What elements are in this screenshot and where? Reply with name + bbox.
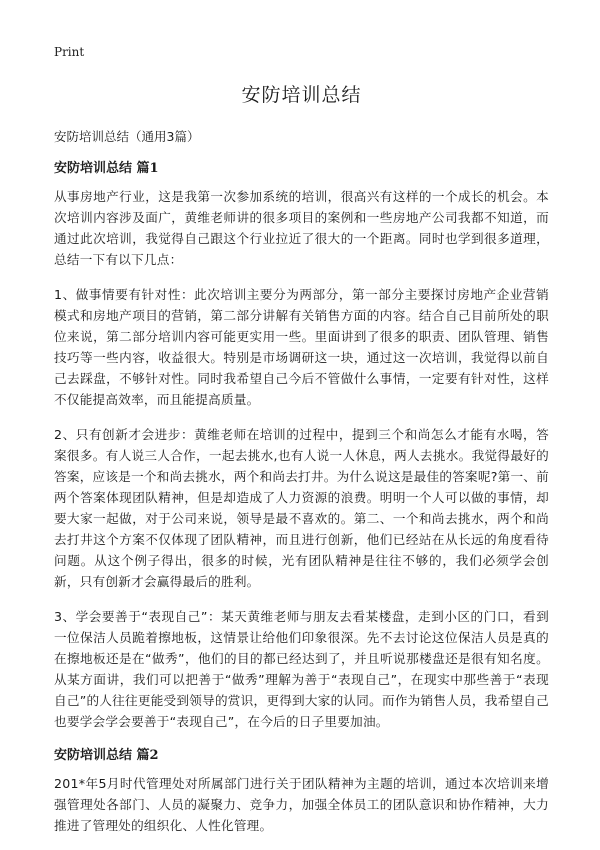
- paragraph: 201*年5月时代管理处对所属部门进行关于团队精神为主题的培训，通过本次培训来增强管理处各部门、人员的凝聚力、竞争力，加强全体员工的团队意识和协作精神，大力推进了管理处的组织化、人性化管理。: [54, 776, 549, 833]
- document-title: 安防培训总结: [241, 84, 362, 106]
- section-heading-1: 安防培训总结 篇1: [54, 161, 159, 176]
- document: [54, 78, 549, 850]
- print-link[interactable]: Print: [54, 45, 85, 59]
- paragraph: 1、做事情要有针对性：此次培训主要分为两部分，第一部分主要探讨房地产企业营销模式和房地产项目的营销，第二部分讲解有关销售方面的内容。结合自己目前所处的职位来说，第二部分培训内容可能更实用一些。里面讲到了很多的职责、团队管理、销售技巧等一些内容，收益很大。特别是市场调研这一块，通过这一次培训，我觉得以前自己去踩盘，不够针对性。同时我希望自己今后不管做什么事情，一定要有针对性，这样不仅能提高效率，而且能提高质量。: [54, 287, 549, 407]
- paragraph: 2、只有创新才会进步：黄维老师在培训的过程中，提到三个和尚怎么才能有水喝，答案很多。有人说三人合作，一起去挑水,也有人说一人休息，两人去挑水。我觉得最好的答案，应该是一个和尚去挑水，两个和尚去打井。为什么说这是最佳的答案呢?第一、前两个答案体现团队精神，但是却造成了人力资源的浪费。明明一个人可以做的事情，却要大家一起做，对于公司来说，领导是最不喜欢的。第二、一个和尚去挑水，两个和尚去打井这个方案不仅体现了团队精神，而且进行创新，他们已经站在从长远的角度看待问题。从这个例子得出，很多的时候，光有团队精神是往往不够的，我们必须学会创新，只有创新才会赢得最后的胜利。: [54, 427, 549, 589]
- paragraph: 3、学会要善于“表现自己”：某天黄维老师与朋友去看某楼盘，走到小区的门口，看到一位保洁人员跪着擦地板，这情景让给他们印象很深。先不去讨论这位保洁人员是真的在擦地板还是在“做秀”，他们的目的都已经达到了，并且听说那楼盘还是很有知名度。从某方面讲，我们可以把善于“做秀”理解为善于“表现自己”，在现实中那些善于“表现自己”的人往往更能受到领导的赏识，更得到大家的认同。而作为销售人员，我希望自己也要学会学会要善于“表现自己”，在今后的日子里要加油。: [54, 609, 549, 729]
- document-subtitle: 安防培训总结（通用3篇）: [54, 129, 200, 144]
- paragraph: 从事房地产行业，这是我第一次参加系统的培训，很高兴有这样的一个成长的机会。本次培训内容涉及面广，黄维老师讲的很多项目的案例和一些房地产公司我都不知道，而通过此次培训，我觉得自己跟这个行业拉近了很大的一个距离。同时也学到很多道理，总结一下有以下几点：: [54, 189, 549, 267]
- section-heading-2: 安防培训总结 篇2: [54, 748, 159, 763]
